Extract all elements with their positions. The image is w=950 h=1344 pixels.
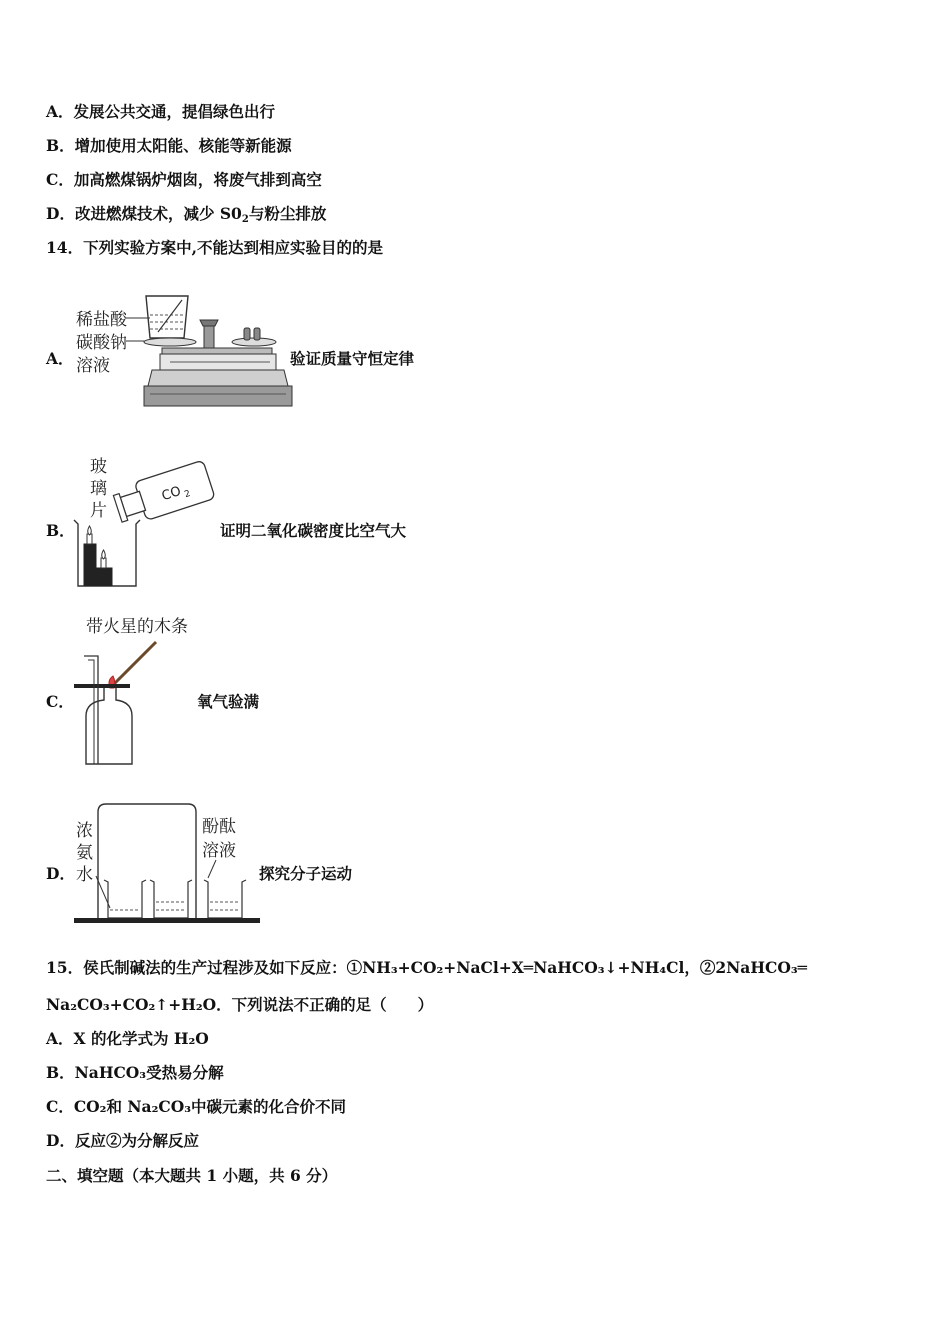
q15-option-d: D．反应②为分解反应	[46, 1131, 199, 1150]
q13-option-d: D．改进燃煤技术，减少 $S0_2$与粉尘排放	[46, 204, 327, 225]
q15-option-a: A．X 的化学式为 H₂O	[46, 1029, 209, 1048]
q13-option-a: A．发展公共交通，提倡绿色出行	[46, 102, 276, 121]
q15-option-b: B．NaHCO₃受热易分解	[46, 1063, 224, 1082]
q14-option-b-caption: 证明二氧化碳密度比空气大	[220, 521, 407, 540]
label-solution: 溶液	[76, 356, 110, 376]
q13-option-c: C．加高燃煤锅炉烟囱，将废气排到高空	[46, 170, 322, 189]
label-glass-2: 璃	[90, 479, 107, 499]
q14-option-c-letter: C．	[46, 692, 74, 711]
q14-stem: 14．下列实验方案中,不能达到相应实验目的的是	[46, 238, 383, 257]
q14-option-a-caption: 验证质量守恒定律	[290, 349, 415, 368]
q14-option-b-letter: B．	[46, 521, 75, 540]
label-glass-3: 片	[90, 501, 107, 521]
q14-option-c-caption: 氧气验满	[197, 692, 260, 711]
q15-option-c: C．CO₂和 Na₂CO₃中碳元素的化合价不同	[46, 1097, 346, 1116]
co2-density-figure	[70, 450, 230, 595]
label-co2-sub: 2	[183, 488, 192, 501]
q14-option-a-letter: A．	[46, 349, 74, 368]
section-2-heading: 二、填空题（本大题共 1 小题，共 6 分）	[46, 1166, 338, 1185]
q14-option-d-caption: 探究分子运动	[259, 864, 353, 883]
label-ammonia-2: 氨	[76, 843, 93, 863]
q13-option-b: B．增加使用太阳能、核能等新能源	[46, 136, 292, 155]
q14-option-d-letter: D．	[46, 864, 75, 883]
q15-stem-line2: Na₂CO₃+CO₂↑+H₂O．下列说法不正确的足（ ）	[46, 995, 434, 1014]
label-sodium-carbonate: 碳酸钠	[76, 333, 127, 353]
label-concentrated-1: 浓	[76, 821, 93, 841]
label-water-3: 水	[76, 865, 93, 885]
molecular-motion-figure	[70, 800, 270, 930]
label-glowing-splint: 带火星的木条	[86, 617, 188, 637]
label-co2: CO	[159, 483, 183, 505]
q15-stem-line1: 15．侯氏制碱法的生产过程涉及如下反应：①NH₃+CO₂+NaCl+X═NaHCO₃↓+NH₄Cl，②2NaHCO₃═	[46, 958, 807, 977]
label-phenolphthalein: 酚酞	[202, 817, 236, 837]
label-solution-d: 溶液	[202, 841, 236, 861]
label-glass-1: 玻	[90, 457, 107, 477]
balance-apparatus-figure	[70, 290, 290, 415]
label-dilute-hcl: 稀盐酸	[76, 310, 127, 330]
